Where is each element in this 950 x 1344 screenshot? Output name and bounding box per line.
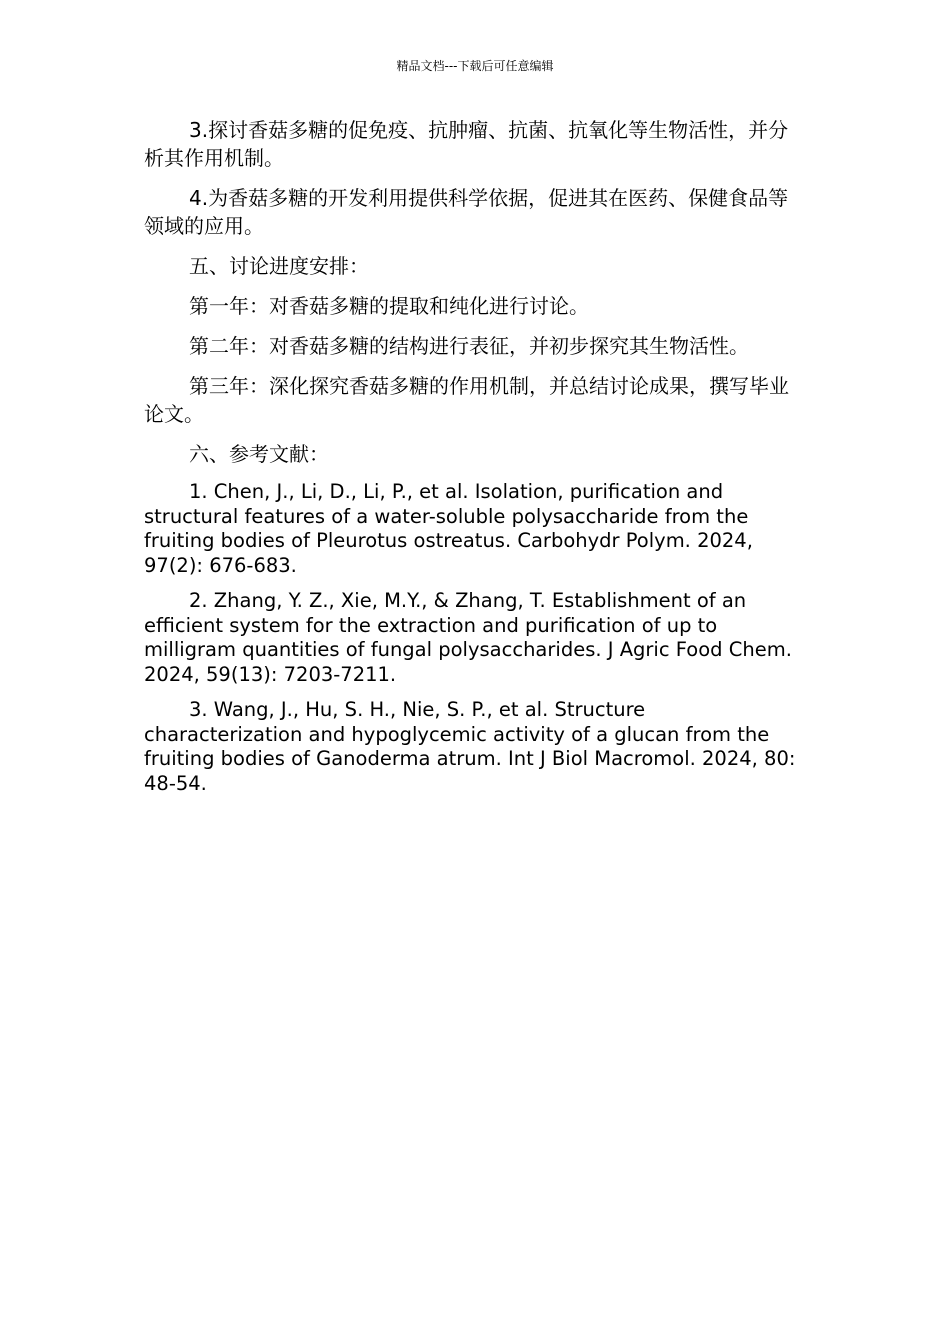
reference-item: 3. Wang, J., Hu, S. H., Nie, S. P., et al. Structure characterization and hypoglycemic activity of a glucan from the fruiting bodies of Ganoderma atrum. Int J Biol Macromol. 2024, 80: 48-54. [144, 698, 796, 795]
schedule-year-2: 第二年：对香菇多糖的结构进行表征，并初步探究其生物活性。 [189, 334, 749, 358]
schedule-heading: 五、讨论进度安排： [189, 254, 369, 278]
reference-item: 2. Zhang, Y. Z., Xie, M.Y., & Zhang, T. Establishment of an efficient system for the extraction and purification of up to milligram quantities of fungal polysaccharides. J Agric Food Chem. 2024, 59(13): 7203-7211. [144, 589, 792, 686]
objective-4-paragraph: 4.为香菇多糖的开发利用提供科学依据，促进其在医药、保健食品等领域的应用。 [144, 186, 789, 238]
schedule-year-1: 第一年：对香菇多糖的提取和纯化进行讨论。 [189, 294, 589, 318]
document-body [144, 116, 796, 807]
schedule-year-3: 第三年：深化探究香菇多糖的作用机制，并总结讨论成果，撰写毕业论文。 [144, 374, 789, 426]
reference-item: 1. Chen, J., Li, D., Li, P., et al. Isolation, purification and structural features of a water-soluble polysaccharide from the fruiting bodies of Pleurotus ostreatus. Carbohydr Polym. 2024, 97(2): 676-683. [144, 480, 753, 577]
references-heading: 六、参考文献： [189, 442, 329, 466]
objective-3-paragraph: 3.探讨香菇多糖的促免疫、抗肿瘤、抗菌、抗氧化等生物活性，并分析其作用机制。 [144, 118, 789, 170]
references-list [144, 480, 796, 796]
page-header: 精品文档---下载后可任意编辑 [396, 59, 554, 73]
